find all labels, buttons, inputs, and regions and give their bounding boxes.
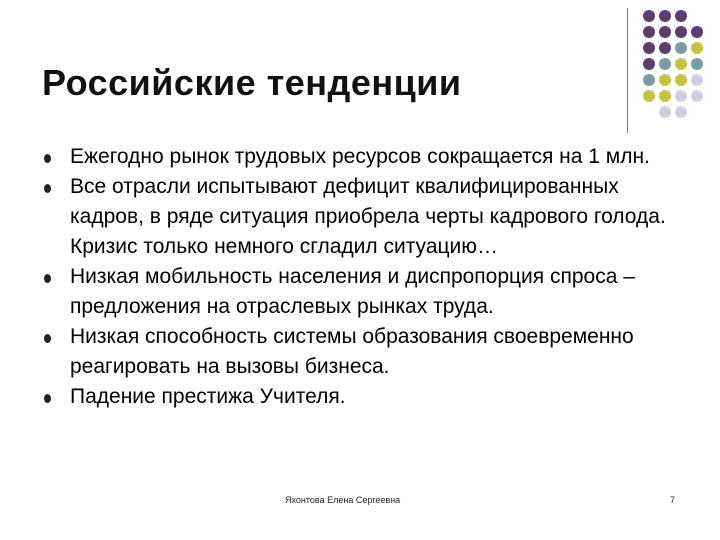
footer-author: Яхонтова Елена Сергеевна	[285, 495, 401, 505]
bullet-dot-icon	[44, 274, 51, 283]
deco-dot	[643, 90, 655, 102]
deco-dot	[675, 58, 687, 70]
slide-title: Российские тенденции	[42, 62, 462, 103]
bullet-item	[42, 262, 682, 322]
deco-dot	[643, 74, 655, 86]
deco-dot	[675, 42, 687, 54]
bullet-item	[42, 322, 682, 382]
bullet-item	[42, 382, 682, 412]
deco-dot	[675, 90, 687, 102]
deco-dot	[675, 26, 687, 38]
page-number: 7	[670, 495, 676, 505]
bullet-text: Низкая способность системы образования своевременно реагировать на вызовы бизнеса.	[70, 325, 634, 378]
deco-dot	[675, 74, 687, 86]
deco-dot	[691, 58, 703, 70]
deco-dot	[659, 42, 671, 54]
deco-dot	[659, 58, 671, 70]
vertical-divider	[627, 8, 628, 133]
bullet-dot-icon	[44, 184, 51, 193]
deco-dot	[675, 106, 687, 118]
bullet-item	[42, 172, 682, 262]
bullet-list	[42, 142, 682, 412]
bullet-text: Низкая мобильность населения и диспропорция спроса – предложения на отраслевых рынках труда.	[70, 265, 635, 318]
deco-dot	[643, 10, 655, 22]
deco-dot	[659, 74, 671, 86]
deco-dot	[659, 10, 671, 22]
deco-dot	[691, 74, 703, 86]
deco-dot	[643, 26, 655, 38]
deco-dot	[643, 42, 655, 54]
bullet-item	[42, 142, 682, 172]
deco-dot	[659, 106, 671, 118]
bullet-dot-icon	[44, 394, 51, 403]
deco-dot	[675, 10, 687, 22]
deco-dot	[691, 90, 703, 102]
deco-dot	[659, 26, 671, 38]
deco-dot	[691, 42, 703, 54]
bullet-dot-icon	[44, 154, 51, 163]
bullet-text: Все отрасли испытывают дефицит квалифицированных кадров, в ряде ситуация приобрела черты кадрового голода. Кризис только немного сгладил ситуацию…	[70, 175, 666, 258]
bullet-text: Падение престижа Учителя.	[70, 385, 346, 408]
bullet-text: Ежегодно рынок трудовых ресурсов сокращается на 1 млн.	[70, 145, 650, 168]
bullet-dot-icon	[44, 334, 51, 343]
deco-dot	[643, 58, 655, 70]
deco-dot	[659, 90, 671, 102]
deco-dot	[691, 26, 703, 38]
